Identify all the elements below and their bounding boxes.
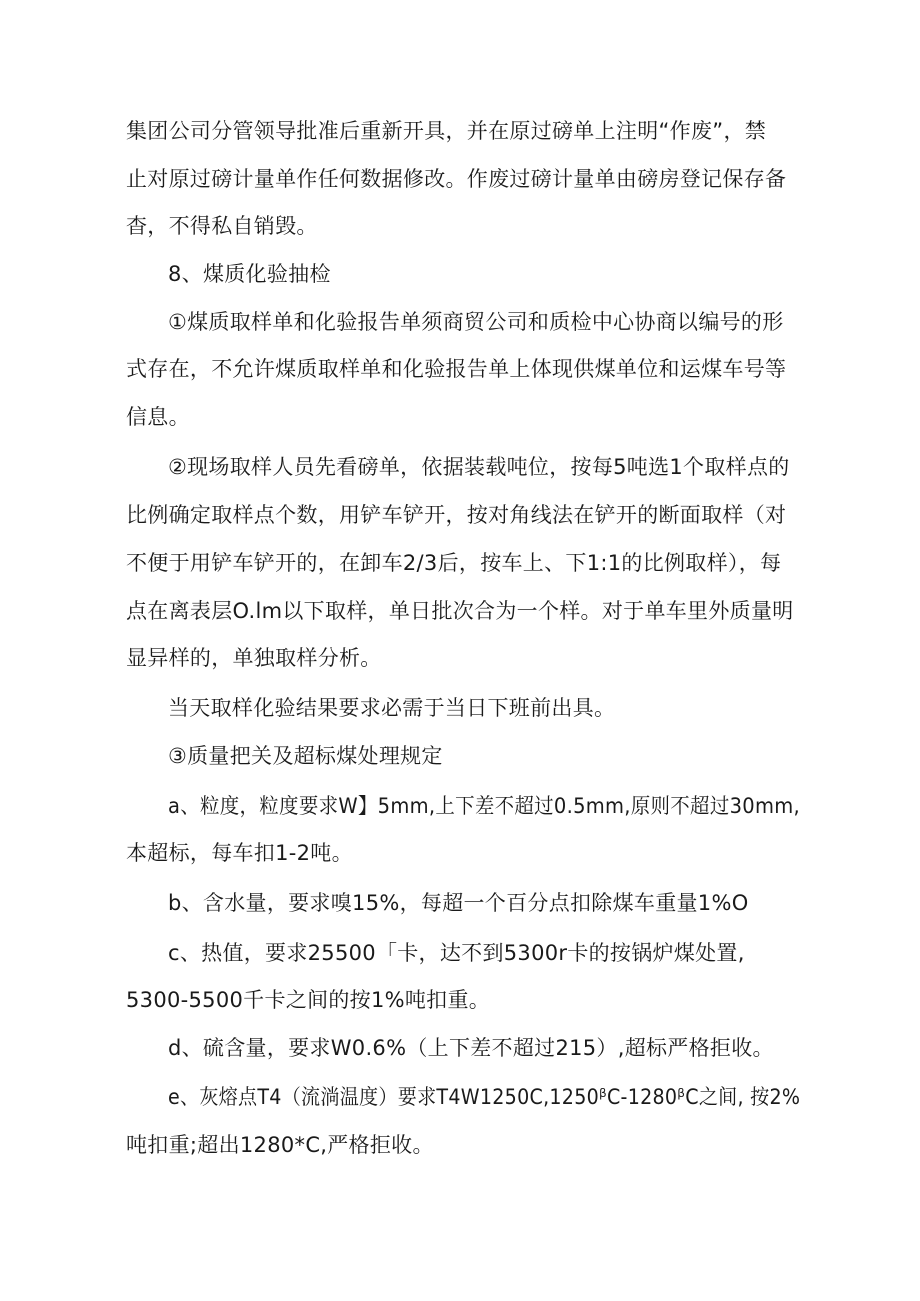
- paragraph-line: 本超标，每车扣1-2吨。: [126, 841, 353, 865]
- paragraph-line: 比例确定取样点个数，用铲车铲开，按对角线法在铲开的断面取样（对: [126, 503, 787, 527]
- paragraph-line: 集团公司分管领导批准后重新开具，并在原过磅单上注明“作废”，禁: [126, 119, 767, 143]
- paragraph-line: 点在离表层O.lm以下取样，单日批次合为一个样。对于单车里外质量明: [126, 599, 794, 623]
- paragraph-line: 不便于用铲车铲开的，在卸车2/3后，按车上、下1:1的比例取样），每: [126, 551, 782, 575]
- paragraph-line: 显异样的，单独取样分析。: [126, 646, 382, 670]
- paragraph-line: 止对原过磅计量单作任何数据修改。作废过磅计量单由磅房登记保存备: [126, 167, 787, 191]
- paragraph-line: 式存在，不允许煤质取样单和化验报告单上体现供煤单位和运煤车号等: [126, 357, 787, 381]
- paragraph-line: e、灰熔点T4（流淌温度）要求T4W1250C,1250ᵝC-1280ᵝC之间, 按2%: [168, 1085, 801, 1109]
- paragraph-line: 杳，不得私自销毁。: [126, 214, 318, 238]
- paragraph-line: 信息。: [126, 405, 190, 429]
- subsection-heading: ③质量把关及超标煤处理规定: [168, 744, 443, 768]
- section-heading: 8、煤质化验抽检: [168, 262, 331, 286]
- paragraph-line: ①煤质取样单和化验报告单须商贸公司和质检中心协商以编号的形: [168, 310, 784, 334]
- paragraph-line: 当天取样化验结果要求必需于当日下班前出具。: [168, 696, 616, 720]
- paragraph-line: 5300-5500千卡之间的按1%吨扣重。: [126, 988, 491, 1012]
- paragraph-line: a、粒度，粒度要求W】5mm,上下差不超过0.5mm,原则不超过30mm,: [168, 794, 800, 818]
- paragraph-line: c、热值，要求25500「卡，达不到5300r卡的按锅炉煤处置,: [168, 941, 745, 965]
- paragraph-line: ②现场取样人员先看磅单，依据装载吨位，按每5吨选1个取样点的: [168, 455, 790, 479]
- paragraph-line: b、含水量，要求嗅15%，每超一个百分点扣除煤车重量1%O: [168, 891, 749, 915]
- paragraph-line: 吨扣重;超出1280*C,严格拒收。: [126, 1133, 434, 1157]
- paragraph-line: d、硫含量，要求W0.6%（上下差不超过215）,超标严格拒收。: [168, 1036, 774, 1060]
